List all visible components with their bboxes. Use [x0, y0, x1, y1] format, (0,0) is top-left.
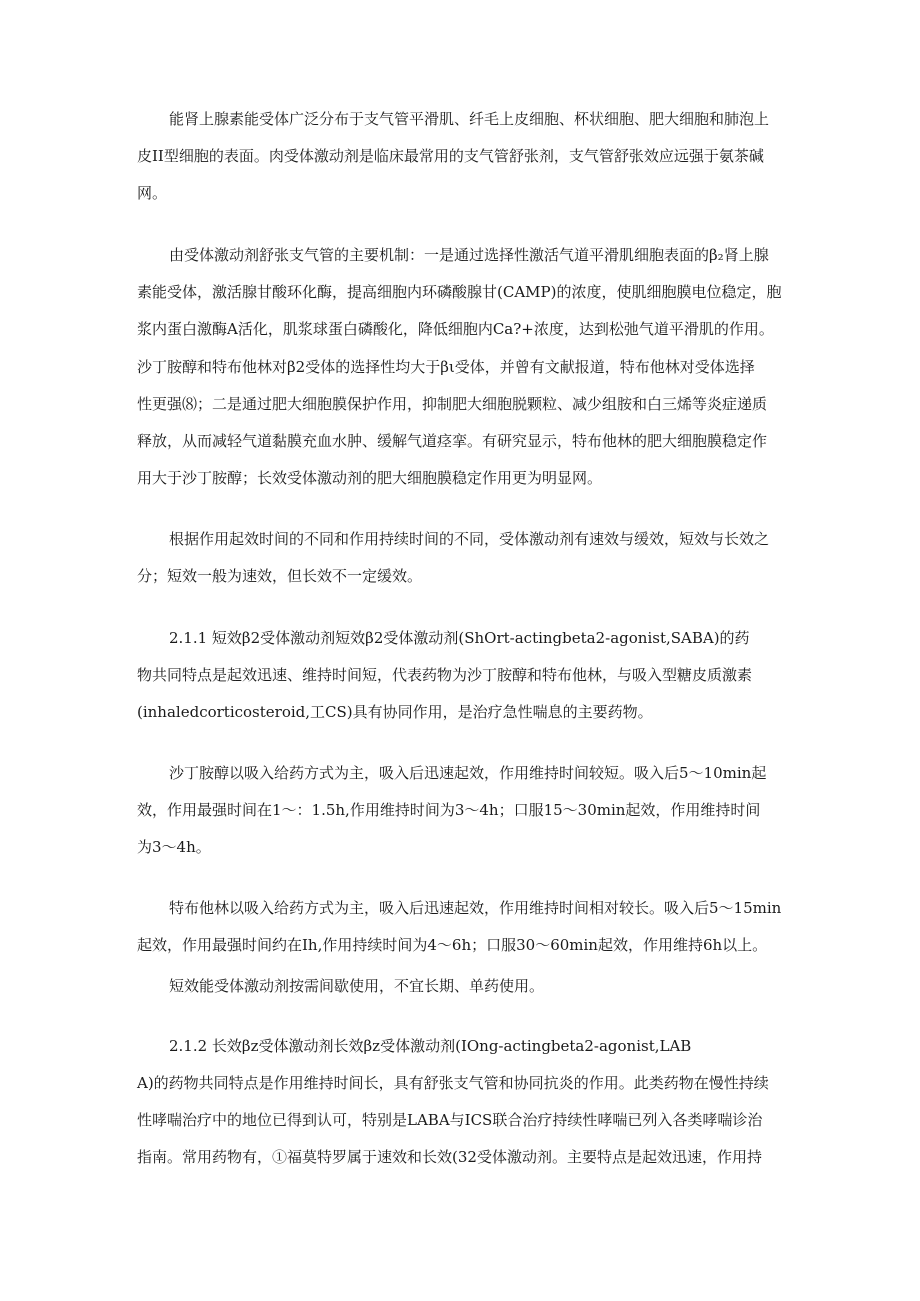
- text-line: 由受体激动剂舒张支气管的主要机制：一是通过选择性激活气道平滑肌细胞表面的β₂肾上腺: [169, 246, 769, 264]
- text-line: 用大于沙丁胺醇；长效受体激动剂的肥大细胞膜稳定作用更为明显网。: [137, 469, 603, 487]
- text-line: 沙丁胺醇和特布他林对β2受体的选择性均大于βι受体，并曾有文献报道，特布他林对受体选择: [137, 358, 755, 376]
- text-line: 沙丁胺醇以吸入给药方式为主，吸入后迅速起效，作用维持时间较短。吸入后5～10min起: [169, 764, 767, 782]
- text-line: 网。: [137, 184, 168, 202]
- text-line: 2.1.1 短效β2受体激动剂短效β2受体激动剂(ShOrt-actingbeta2-agonist,SABA)的药: [169, 629, 750, 647]
- text-line: 起效，作用最强时间约在Ih,作用持续时间为4～6h；口服30～60min起效，作用维持6h以上。: [137, 936, 768, 954]
- text-line: 释放，从而减轻气道黏膜充血水肿、缓解气道痉挛。有研究显示，特布他林的肥大细胞膜稳定作: [137, 432, 768, 450]
- text-line: 根据作用起效时间的不同和作用持续时间的不同，受体激动剂有速效与缓效，短效与长效之: [169, 530, 770, 548]
- text-line: 素能受体，激活腺甘酸环化酶，提高细胞内环磷酸腺甘(CAMP)的浓度，使肌细胞膜电位稳定，胞: [137, 283, 782, 301]
- text-line: 浆内蛋白激酶A活化，肌浆球蛋白磷酸化，降低细胞内Ca?+浓度，达到松弛气道平滑肌的作用。: [137, 320, 774, 338]
- text-line: 分；短效一般为速效，但长效不一定缓效。: [137, 567, 423, 585]
- text-line: 效，作用最强时间在1～：1.5h,作用维持时间为3～4h；口服15～30min起效，作用维持时间: [137, 801, 761, 819]
- text-line: 2.1.2 长效βz受体激动剂长效βz受体激动剂(IOng-actingbeta2-agonist,LAB: [169, 1037, 692, 1055]
- text-line: A)的药物共同特点是作用维持时间长，具有舒张支气管和协同抗炎的作用。此类药物在慢性持续: [137, 1074, 769, 1092]
- text-line: 皮II型细胞的表面。肉受体激动剂是临床最常用的支气管舒张剂，支气管舒张效应远强于氨茶碱: [137, 147, 764, 165]
- text-line: 物共同特点是起效迅速、维持时间短，代表药物为沙丁胺醇和特布他林，与吸入型糖皮质激素: [137, 666, 753, 684]
- text-line: 能肾上腺素能受体广泛分布于支气管平滑肌、纤毛上皮细胞、杯状细胞、肥大细胞和肺泡上: [169, 110, 770, 128]
- text-line: 性更强⑻；二是通过肥大细胞膜保护作用，抑制肥大细胞脱颗粒、减少组胺和白三烯等炎症递质: [137, 395, 768, 413]
- text-line: 短效能受体激动剂按需间歇使用，不宜长期、单药使用。: [169, 977, 545, 995]
- text-line: 为3～4h。: [137, 838, 211, 856]
- text-line: 特布他林以吸入给药方式为主，吸入后迅速起效，作用维持时间相对较长。吸入后5～15min: [169, 899, 782, 917]
- text-line: (inhaledcorticosteroid,工CS)具有协同作用，是治疗急性喘息的主要药物。: [137, 703, 653, 721]
- text-line: 性哮喘治疗中的地位已得到认可，特别是LABA与ICS联合治疗持续性哮喘已列入各类哮喘诊治: [137, 1111, 763, 1129]
- text-line: 指南。常用药物有，①福莫特罗属于速效和长效(32受体激动剂。主要特点是起效迅速，作用持: [137, 1148, 762, 1166]
